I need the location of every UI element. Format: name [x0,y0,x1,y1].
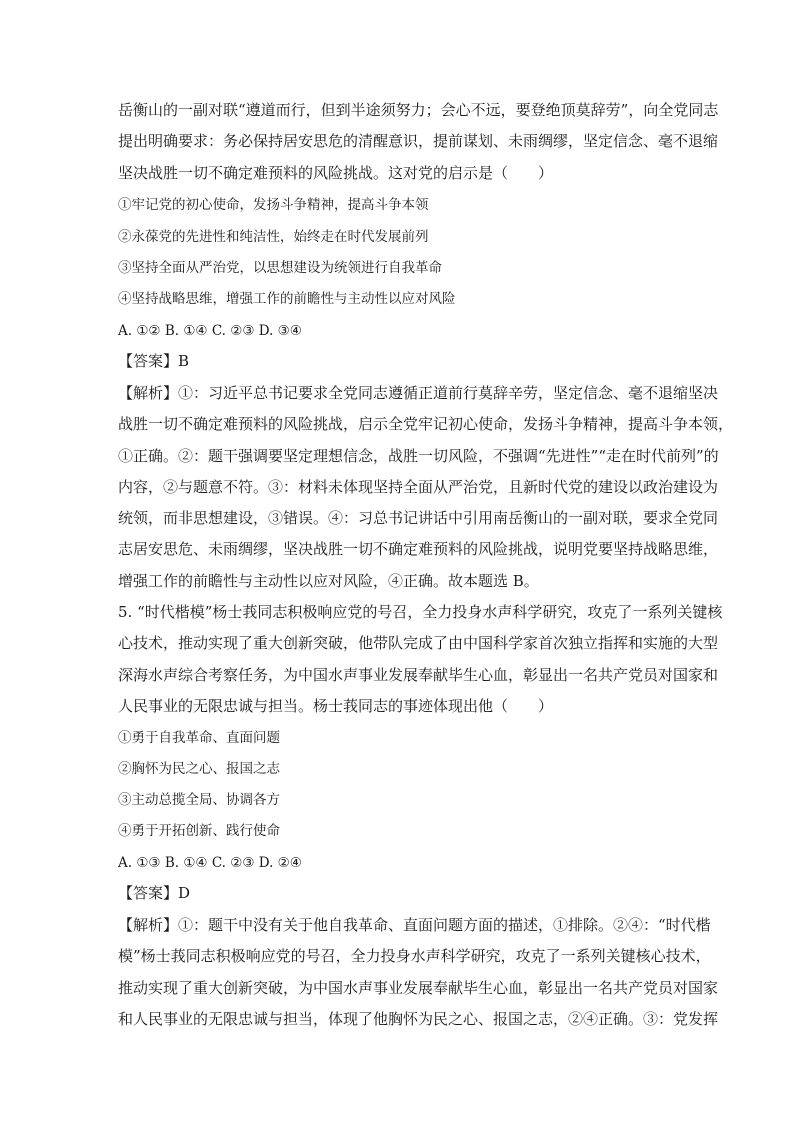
q5-analysis-line-2: 模”杨士莪同志积极响应党的号召，全力投身水声科学研究，攻克了一系列关键核心技术， [118,947,711,965]
q4-answer: 【答案】B [118,352,190,370]
q5-option-1: ①勇于自我革命、直面问题 [118,730,280,746]
q5-stem-line-3: 深海水声综合考察任务，为中国水声事业发展奉献毕生心血，彰显出一名共产党员对国家和 [118,666,719,684]
q4-option-2: ②永葆党的先进性和纯洁性，始终走在时代发展前列 [118,229,429,245]
q5-choices: A. ①③ B. ①④ C. ②③ D. ②④ [118,855,302,871]
q5-analysis-line-4: 和人民事业的无限忠诚与担当，体现了他胸怀为民之心、报国之志，②④正确。③：党发挥 [118,1010,719,1028]
q5-stem-line-4: 人民事业的无限忠诚与担当。杨士莪同志的事迹体现出他（ ） [118,697,554,715]
q5-analysis-line-3: 推动实现了重大创新突破，为中国水声事业发展奉献毕生心血，彰显出一名共产党员对国家 [118,979,719,997]
q4-analysis-line-3: ①正确。②：题干强调要坚定理想信念，战胜一切风险，不强调“先进性”“走在时代前列”的 [118,447,719,465]
q4-analysis-line-6: 志居安思危、未雨绸缪，坚决战胜一切不确定难预料的风险挑战，说明党要坚持战略思维， [118,540,719,558]
q5-option-2: ②胸怀为民之心、报国之志 [118,761,280,777]
q4-analysis-line-7: 增强工作的前瞻性与主动性以应对风险，④正确。故本题选 B。 [118,572,539,590]
q5-option-4: ④勇于开拓创新、践行使命 [118,823,280,839]
q4-analysis-line-2: 战胜一切不确定难预料的风险挑战，启示全党牢记初心使命，发扬斗争精神，提高斗争本领， [118,415,734,433]
q4-analysis-line-4: 内容，②与题意不符。③：材料未体现坚持全面从严治党，且新时代党的建设以政治建设为 [118,478,719,496]
q5-stem-line-2: 心技术，推动实现了重大创新突破，他带队完成了由中国科学家首次独立指挥和实施的大型 [118,634,719,652]
q4-option-4: ④坚持战略思维，增强工作的前瞻性与主动性以应对风险 [118,291,456,307]
q4-choices: A. ①② B. ①④ C. ②③ D. ③④ [118,323,302,339]
q4-stem-line-1: 岳衡山的一副对联“遵道而行，但到半途须努力；会心不远，要登绝顶莫辞劳”，向全党同志 [118,101,719,119]
q4-option-3: ③坚持全面从严治党，以思想建设为统领进行自我革命 [118,260,442,276]
q4-option-1: ①牢记党的初心使命，发扬斗争精神，提高斗争本领 [118,197,429,213]
q4-analysis-line-5: 统领，而非思想建设，③错误。④：习总书记讲话中引用南岳衡山的一副对联，要求全党同 [118,509,719,527]
q4-stem-line-2: 提出明确要求：务必保持居安思危的清醒意识，提前谋划、未雨绸缪，坚定信念、毫不退缩 [118,132,719,150]
q5-answer: 【答案】D [118,884,191,902]
q5-stem-line-1: 5. “时代楷模”杨士莪同志积极响应党的号召，全力投身水声科学研究，攻克了一系列关键核 [118,603,723,621]
q5-analysis-line-1: 【解析】①：题干中没有关于他自我革命、直面问题方面的描述，①排除。②④：“时代楷 [118,916,711,934]
q5-option-3: ③主动总揽全局、协调各方 [118,792,280,808]
q4-analysis-line-1: 【解析】①：习近平总书记要求全党同志遵循正道前行莫辞辛劳，坚定信念、毫不退缩坚决 [118,384,719,402]
q4-stem-line-3: 坚决战胜一切不确定难预料的风险挑战。这对党的启示是（ ） [118,164,554,182]
